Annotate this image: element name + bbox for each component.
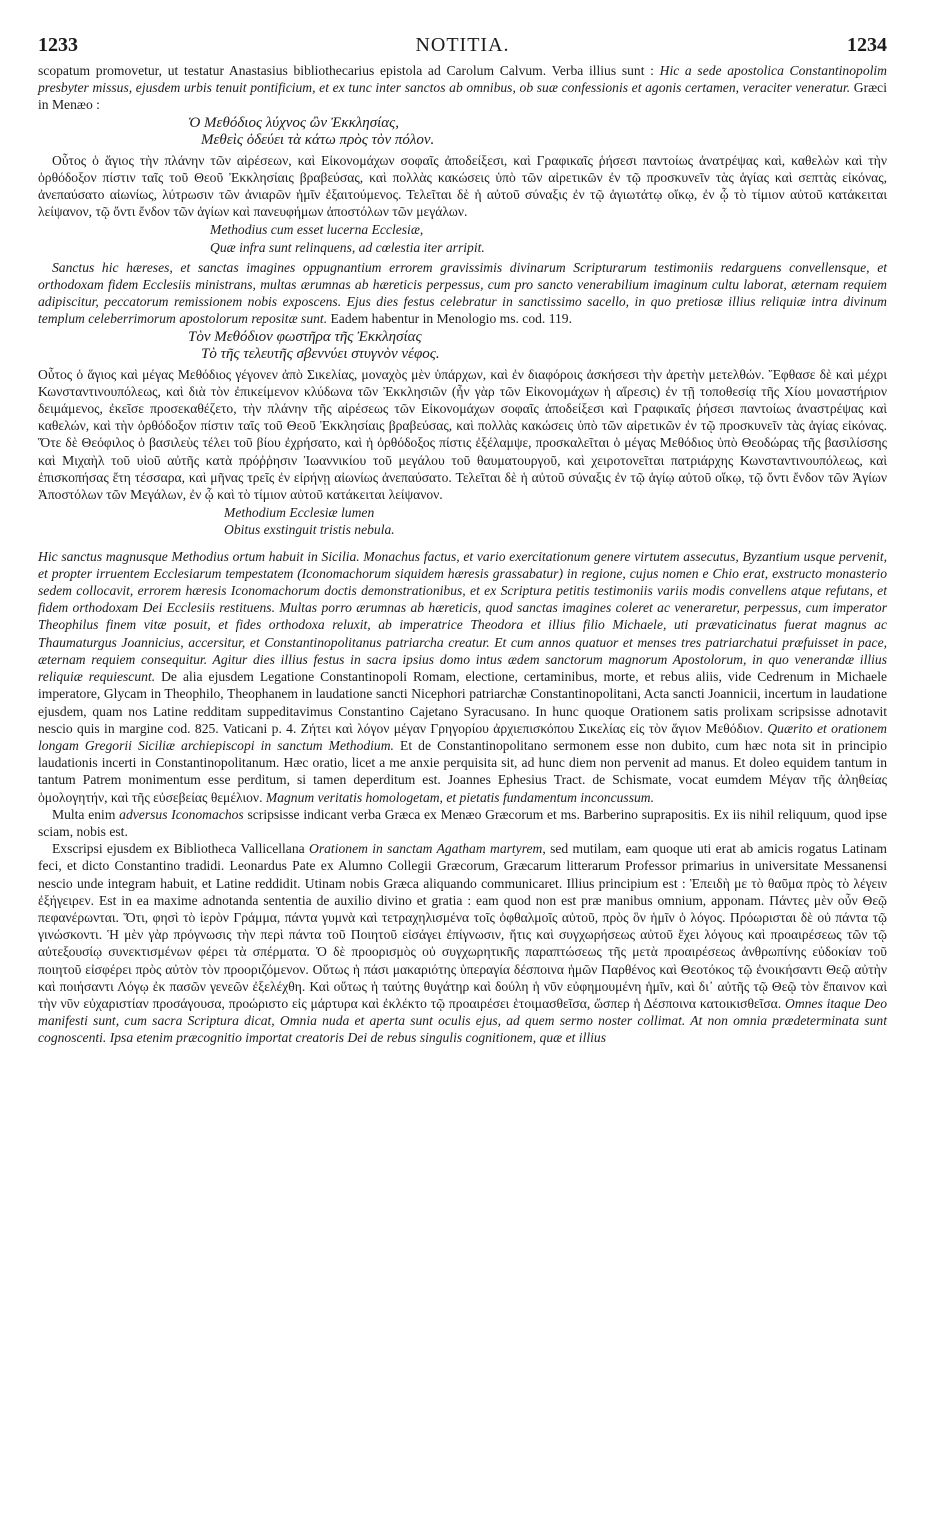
text-run: , sed mutilam, eam quoque uti erat ab amicis rogatus Latinam feci, et dicto Constantino tradidi. Leonardus Pate ex Alumno Collegii Græcorum, Græcarum litterarum Professor primarius in universitate Messanensi nescio unde integram habuit, et Latine reddidit. Utinam nobis Græca aliquando communicaret. Illius principium est : Ἐπειδὴ με τὸ θαῦμα πρὸς τὸ λέγειν ἐξήγειρεν. Est in ea maxime adnotanda sententia de auxilio divino et gratia : eam quod non est præ manibus omnium, apponam. Πάντες μὲν οὖν Θεῷ πεφανέρωνται. Ὅτι, φησὶ τὸ ἱερὸν Γράμμα, πάντα γυμνὰ καὶ τετραχηλισμένα τοῖς ὀφθαλμοῖς αὐτοῦ, πρὸς ὃν ἡμῖν ὁ λόγος. Πρόωρισται δὲ οὐ πάντα τῷ γινώσκοντι. Ἡ μὲν γὰρ πρόγνωσις τὴν περὶ πάντα τοῦ Ποιητοῦ εἰσάγει ἐπίγνωσιν, ἥτις καὶ συγχωρήσεως αὐτοῦ ἔχει λόγους καὶ προαιρέσεως τῶν τῷ αὐτεξουσίῳ συνεκτισμένων φέρει τὰ σπέρματα. Ὁ δὲ προορισμὸς οὐ συγχωρητικῆς παραπτώσεως τῆς μετὰ προαιρέσεως ἀνθρωπίνης εὐδοκίαν τοῦ ποιητοῦ εἰσφέρει πρὸς αὐτὸν τὸν προοριζόμενον. Οὕτως ἡ πάσι μακαριότης ὑπεραγία δέσποινα ἡμῶν Παρθένος καὶ Θεοτόκος τῷ ἐνοικήσαντι Θεῷ αὐτὴν καὶ ποιήσαντι Λόγῳ ἐκ πασῶν γενεῶν ἐξελέχθη. Καὶ οὕτως ἡ ταύτης θυγάτηρ καὶ δούλη ἡ νῦν εὐφημουμένη ἡμῖν, καὶ δι᾽ αὐτῆς τῷ Θεῷ τὸν ἔπαινον καὶ τὴν νῦν εὐχαριστίαν προσάγουσα, προώριστο εἰς μάρτυρα καὶ ἐκλέκτο τῷ προαιρέσει ἑτοιμασθεῖσα, ὥσπερ ἡ Δέσποινα κατοικισθεῖσα. xyxy=(38,841,888,1011)
latin-paragraph-1 xyxy=(38,259,887,328)
italic-translation: Sanctus hic hæreses, et sanctas imagines oppugnantium errorem gravissimis divinarum Scripturarum testimoniis redarguens convellensque, et orthodoxam fidem Ecclesiis ministrans, multas ærumnas ab hæreticis perpessus, cum pro sancto venerabilium imaginum cultu laborat, æternam requiem adipiscitur, peccatorum remissionem nobis exposcens. Ejus dies festus celebratur in sanctissimo sacello, in quo pretiosæ illius reliquiæ intra divinum templum celeberrimorum apostolorum repositæ sunt. xyxy=(38,259,887,327)
latin-verse-1 xyxy=(38,221,887,255)
verse-line: Obitus exstinguit tristis nebula. xyxy=(224,522,395,538)
verse-line: Methodius cum esset lucerna Ecclesiæ, xyxy=(210,222,424,238)
page-header xyxy=(38,34,887,56)
italic-phrase: adversus Iconomachos xyxy=(119,806,244,822)
italic-translation: Quærito et orationem longam Gregorii Siciliæ archiepiscopi in sanctum Methodium. xyxy=(38,720,887,753)
verse-line: Quæ infra sunt relinquens, ad cœlestia iter arripit. xyxy=(210,239,485,255)
column-number-left: 1233 xyxy=(38,34,78,56)
text-run: Multa enim xyxy=(52,806,120,822)
italic-translation: Hic sanctus magnusque Methodius ortum habuit in Sicilia. Monachus factus, et vario exercitationum genere virtutem assecutus, Byzantium usque pervenit, et propter irruentem Ecclesiarum tempestatem (Iconomachorum siquidem hæresis grassabatur) in regione, cujus nomen e Chio erat, exstructo monasterio sedem collocavit, errorem hæresis Iconomachorum doctis demonstrationibus, et ex Scriptura petitis testimoniis variis modis convellens atque refutans, et fidem orthodoxam Dei Ecclesiis restituens. Multas porro ærumnas ab hæreticis, quod sanctas imagines coleret ac veneraretur, perpessus, cum imperator Theophilus finem vitæ posuit, et fides orthodoxa reluxit, ab imperatrice Theodora et illius filio Michaele, uti prævaticinatus fuerat magnus ac Thaumaturgus Joannicius, accersitur, et Constantinopolitanus patriarcha creatur. Et cum annos quatuor et menses tres patriarchatui præfuisset in pace, æternam requiem consequitur. Agitur dies illius festus in sacra ipsius domo intus ædem sanctorum magnorum Apostolorum, in quo venerandæ illius reliquiæ requiescunt. xyxy=(38,548,887,685)
text-run: Græci in Menæo : xyxy=(38,80,887,113)
latin-verse-2 xyxy=(38,504,887,538)
text-run: Eadem habentur in Menologio ms. cod. 119. xyxy=(327,311,573,327)
text-run: Exscripsi ejusdem ex Bibliotheca Vallicellana xyxy=(52,841,310,857)
column-number-right: 1234 xyxy=(847,34,887,56)
text-run: De alia ejusdem Legatione Constantinopoli Romam, electione, certaminibus, morte, et rebus aliis, vide Cedrenum in Michaele imperatore, Glycam in Theophilo, Theophanem in laudatione sancti Nicephori patriarchæ Constantinopolitani, Acta sancti Joannicii, incertum in laudatione ejusdem, quam nos Latine redditam suppeditavimus Constantino Cajetano Syracusano. In hunc quoque Orationem satis prolixam scripsisse adnotavit nescio quis in margine cod. 825. Vaticani p. 4. Ζήτει καὶ λόγον μέγαν Γρηγορίου ἀρχιεπισκόπου Σικελίας εἰς τὸν ἅγιον Μεθόδιον. xyxy=(38,669,887,736)
paragraph-iconomachos xyxy=(38,806,887,840)
running-title: NOTITIA. xyxy=(415,34,510,56)
latin-paragraph-2 xyxy=(38,548,887,806)
text-run: scripsisse indicant verba Græca ex Menæo Græcorum et ms. Barberino suprapositis. Ex iis nihil reliquum, quod ipse sciam, nobis est. xyxy=(38,806,887,839)
text-run: Et de Constantinopolitano sermonem esse non dubito, cum hæc nota sit in principio laudationis incerti in Constantinopolitanum. Hæc oratio, licet a me anxie perquisita sit, ad hunc diem non pervenit ad manus. Et doleo equidem tantum in tantum Patrem monimentum esse perditum, si tamen deperditum est. Joannes Ephesius Tract. de Schismate, vocat eumdem Μέγαν τῆς ἀληθείας ὁμολογητήν, καὶ τῆς εὐσεβείας θεμέλιον. xyxy=(38,737,887,805)
verse-line: Τὸ τῆς τελευτῆς σβεννύει στυγνὸν νέφος. xyxy=(201,345,440,362)
verse-line: Methodium Ecclesiæ lumen xyxy=(224,505,375,521)
greek-paragraph-2: Οὗτος ὁ ἅγιος καὶ μέγας Μεθόδιος γέγονεν ἀπὸ Σικελίας, μοναχὸς μὲν ὑπάρχων, καὶ ἐν διαφόροις ἀσκήσεσι τὴν ἀρετὴν μετελθών. Ἔφθασε δὲ καὶ μέχρι Κωνσταντινουπόλεως, καὶ διὰ τὸν ἐπικείμενον κλύδωνα τῶν Ἐκκλησιῶν (ἦν γὰρ τῶν Εἰκονομάχων ἡ αἵρεσις) ἐν τῇ τοποθεσίᾳ τῆς Χίου μοναστήριον δειμάμενος, ἐκεῖσε προσεκαθέζετο, τὴν πλάνην τῆς αἱρέσεως τῶν Εἰκονομάχων σοφαῖς ἀποδείξεσι καὶ Γραφικαῖς ῥήσεσι παντοίως ἀναστρέψας καὶ καθελών, καὶ τὴν ὀρθόδοξον πίστιν ταῖς τοῦ Θεοῦ Ἐκκλησίαις βραβεύσας, καὶ πολλὰς κακώσεις ὑπὸ τῶν αἱρετικῶν ἐν τῷ προσκυνεῖν τὰς ἁγίας εἰκόνας. Ὅτε δὲ Θεόφιλος ὁ βασιλεὺς τέλει τοῦ βίου ἐχρήσατο, καὶ ἡ ὀρθόδοξος πίστις ἐξέλαμψε, προσκαλεῖται ὁ μέγας Μεθόδιος ὑπὸ Θεοδώρας τῆς βασιλίσσης καὶ Μιχαὴλ τοῦ υἱοῦ αὐτῆς κατὰ πρόῤῥησιν Ἰωαννικίου τοῦ μεγάλου τοῦ θαυματουργοῦ, καὶ χειροτονεῖται πατριάρχης Κωνσταντινουπόλεως, καὶ ἐπισκοπήσας ἔτη τέσσαρα, καὶ μῆνας τρεῖς ἐν εἰρήνῃ αἰωνίως ἀνεπαύσατο. Τελεῖται δὲ ἡ αὐτοῦ σύναξις ἐν τῷ ἁγίῳ αὐτοῦ οἴκῳ, τῷ ὄντι ἔνδον τῶν Ἁγίων Ἀποστόλων τῶν Μεγάλων, ἐν ᾧ καὶ τὸ τίμιον αὐτοῦ κατάκειται λείψανον. xyxy=(38,366,887,503)
verse-line: Τὸν Μεθόδιον φωστῆρα τῆς Ἐκκλησίας xyxy=(188,328,422,345)
italic-translation: Magnum veritatis homologetam, et pietatis fundamentum inconcussum. xyxy=(265,789,655,805)
paragraph-anastasius xyxy=(38,62,887,114)
page-body xyxy=(38,62,887,1047)
verse-line: Ὁ Μεθόδιος λύχνος ὢν Ἐκκλησίας, xyxy=(188,114,400,131)
italic-title: Orationem in sanctam Agatham martyrem xyxy=(309,841,543,857)
text-run: scopatum promovetur, ut testatur Anastasius bibliothecarius epistola ad Carolum Calvum. Verba illius sunt : xyxy=(38,63,660,78)
italic-quote: Hic a sede apostolica Constantinopolim presbyter missus, ejusdem urbis tenuit pontificium, et ex tunc inter sanctos ab omnibus, ob suæ confessionis et agonis certamen, veraciter veneratur. xyxy=(38,63,887,96)
italic-translation: Omnes itaque Deo manifesti sunt, cum sacra Scriptura dicat, Omnia nuda et aperta sunt oculis ejus, ad quem sermo noster collimat. At non omnia prædeterminata sunt cognoscenti. Ipsa etenim præcognitio importat creatoris Dei de rebus singulis cognitionem, quæ et illius xyxy=(38,995,888,1046)
greek-paragraph-1: Οὗτος ὁ ἅγιος τὴν πλάνην τῶν αἱρέσεων, καὶ Εἰκονομάχων σοφαῖς ἀποδείξεσι, καὶ Γραφικαῖς ῥήσεσι παντοίως ἀνατρέψας καὶ, καθελὼν καὶ τὴν ὀρθόδοξον πίστιν ταῖς τοῦ Θεοῦ Ἐκκλησίαις βραβεύσας, καὶ πολλὰς κακώσεις ὑπὸ τῶν αἱρετικῶν ἐν τῷ προσκυνεῖν τὰς ἁγίας καὶ σεπτὰς εἰκόνας, ἀνεπαύσατο αἰωνίως, λύτρωσιν τῶν ἀνιαρῶν ἡμῖν ἐξαιτούμενος. Τελεῖται δὲ ἡ αὐτοῦ σύναξις ἐν τῷ ἁγιωτάτῳ οἴκῳ, ἐν ᾧ τὸ τίμιον αὐτοῦ κατάκειται λείψανον, τῷ ὄντι ἔνδον τῶν ἁγίων καὶ πανευφήμων ἀποστόλων τῶν μεγάλων. xyxy=(38,152,887,220)
paragraph-vallicellana xyxy=(38,840,887,1046)
verse-line: Μεθεὶς ὁδεύει τὰ κάτω πρὸς τὸν πόλον. xyxy=(201,131,435,148)
greek-verse-2 xyxy=(38,329,887,363)
greek-verse-1 xyxy=(38,115,887,149)
